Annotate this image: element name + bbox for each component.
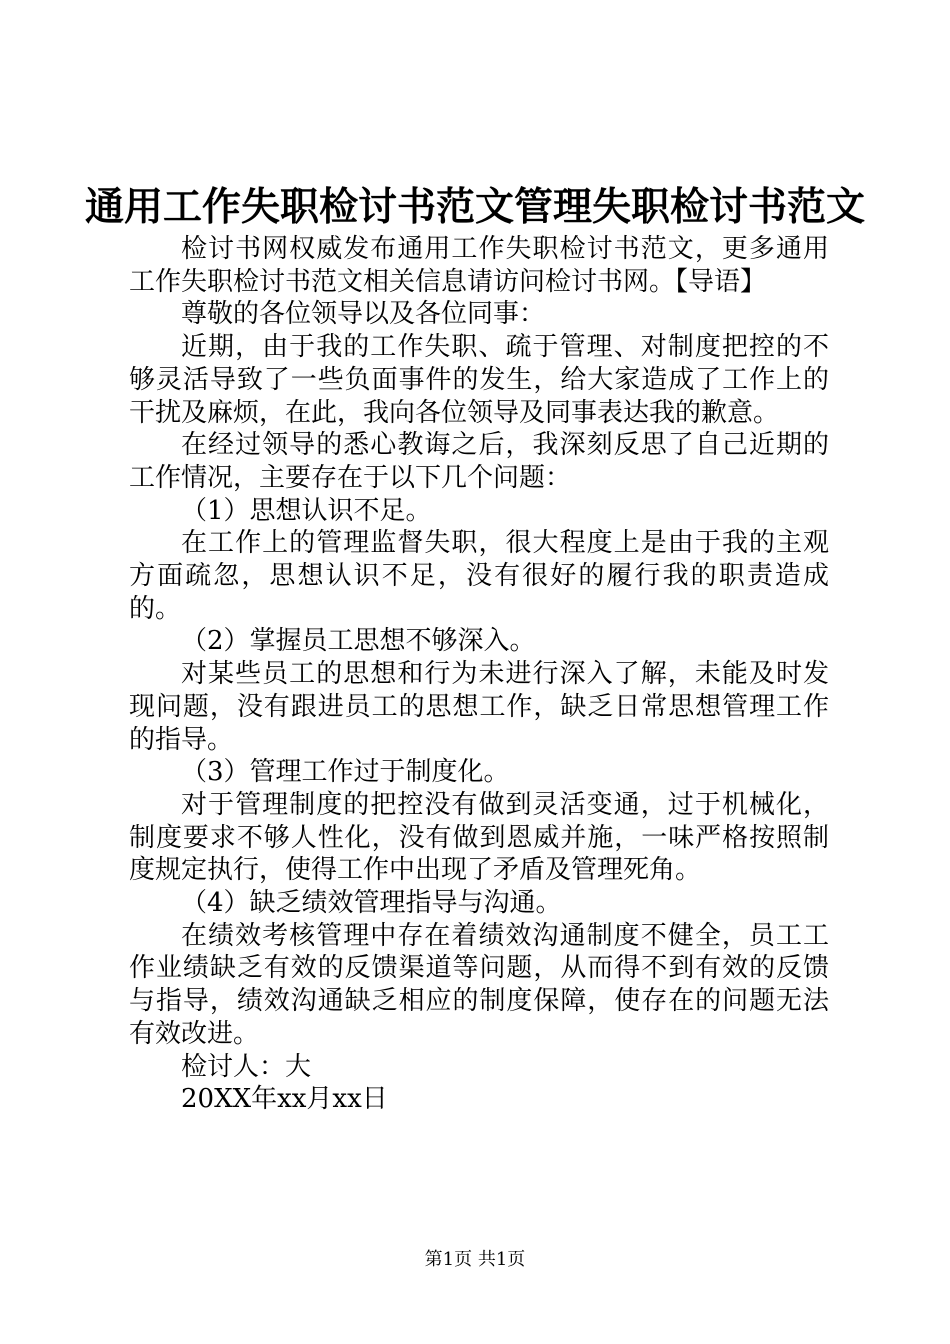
date-line: 20XX年xx月xx日 <box>181 1084 388 1115</box>
document-title: 通用工作失职检讨书范文管理失职检讨书范文 <box>84 184 865 230</box>
paragraph: 近期，由于我的工作失职、疏于管理、对制度把控的不够灵活导致了一些负面事件的发生，给大家造成了工作上的干扰及麻烦，在此，我向各位领导及同事表达我的歉意。 <box>129 332 829 428</box>
paragraph-salutation: 尊敬的各位领导以及各位同事： <box>181 299 546 330</box>
section-heading-2: （2）掌握员工思想不够深入。 <box>181 626 536 657</box>
paragraph-intro: 检讨书网权威发布通用工作失职检讨书范文，更多通用工作失职检讨书范文相关信息请访问检讨书网。【导语】 <box>129 234 829 297</box>
section-heading-3: （3）管理工作过于制度化。 <box>181 757 510 788</box>
section-heading-4: （4）缺乏绩效管理指导与沟通。 <box>181 888 562 919</box>
section-heading-1: （1）思想认识不足。 <box>181 495 432 526</box>
paragraph: 在经过领导的悉心教诲之后，我深刻反思了自己近期的工作情况，主要存在于以下几个问题： <box>129 430 829 493</box>
page-footer: 第1页 共1页 <box>424 1249 526 1270</box>
paragraph: 在工作上的管理监督失职，很大程度上是由于我的主观方面疏忽，思想认识不足，没有很好的履行我的职责造成的。 <box>129 528 829 624</box>
paragraph: 在绩效考核管理中存在着绩效沟通制度不健全，员工工作业绩缺乏有效的反馈渠道等问题，从而得不到有效的反馈与指导，绩效沟通缺乏相应的制度保障，使存在的问题无法有效改进。 <box>129 920 829 1049</box>
document-body <box>129 233 829 1116</box>
paragraph: 对某些员工的思想和行为未进行深入了解，未能及时发现问题，没有跟进员工的思想工作，缺乏日常思想管理工作的指导。 <box>129 659 829 755</box>
paragraph: 对于管理制度的把控没有做到灵活变通，过于机械化，制度要求不够人性化，没有做到恩威并施，一味严格按照制度规定执行，使得工作中出现了矛盾及管理死角。 <box>129 789 829 886</box>
signature: 检讨人：大 <box>181 1051 312 1082</box>
